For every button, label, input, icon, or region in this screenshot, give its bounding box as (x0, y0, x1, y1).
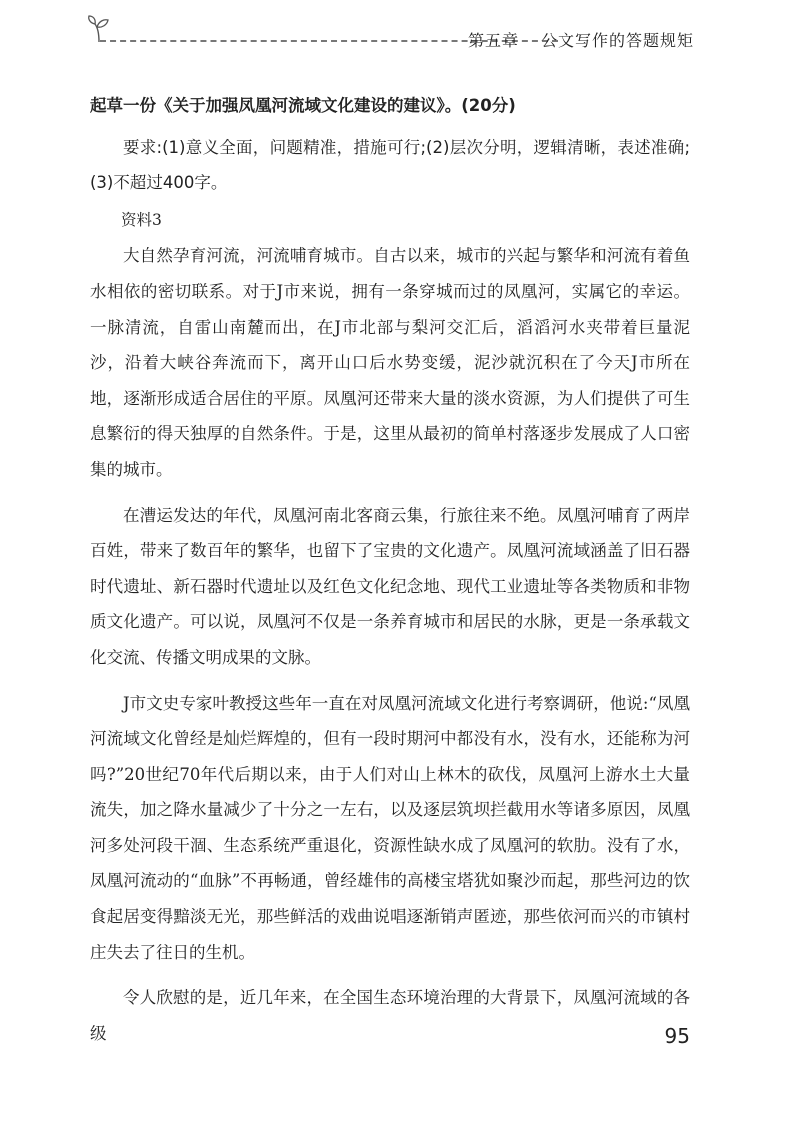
header-text (468, 28, 694, 51)
header-title: 公文写作的答题规矩 (540, 31, 694, 50)
material-label: 资料3 (121, 210, 162, 229)
material-paragraph: 在漕运发达的年代，凤凰河南北客商云集，行旅往来不绝。凤凰河哺育了两岸百姓，带来了数百年的繁华，也留下了宝贵的文化遗产。凤凰河流域涵盖了旧石器时代遗址、新石器时代遗址以及红色文化纪念地、现代工业遗址等各类物质和非物质文化遗产。可以说，凤凰河不仅是一条养育城市和居民的水脉，更是一条承载文化交流、传播文明成果的文脉。 (90, 505, 690, 667)
page-number: 95 (664, 1024, 690, 1048)
material-paragraph: J市文史专家叶教授这些年一直在对凤凰河流域文化进行考察调研，他说:“凤凰河流域文化曾经是灿烂辉煌的，但有一段时期河中都没有水，没有水，还能称为河吗?”20世纪70年代后期以来，由于人们对山上林木的砍伐，凤凰河上游水土大量流失，加之降水量减少了十分之一左右，以及逐层筑坝拦截用水等诸多原因，凤凰河多处河段干涸、生态系统严重退化，资源性缺水成了凤凰河的软肋。没有了水，凤凰河流动的“血脉”不再畅通，曾经雄伟的高楼宝塔犹如聚沙而起，那些河边的饮食起居变得黯淡无光，那些鲜活的戏曲说唱逐渐销声匿迹，那些依河而兴的市镇村庄失去了往日的生机。 (90, 693, 690, 962)
material-paragraph: 大自然孕育河流，河流哺育城市。自古以来，城市的兴起与繁华和河流有着鱼水相依的密切联系。对于J市来说，拥有一条穿城而过的凤凰河，实属它的幸运。一脉清流，自雷山南麓而出，在J市北部与梨河交汇后，滔滔河水夹带着巨量泥沙，沿着大峡谷奔流而下，离开山口后水势变缓，泥沙就沉积在了今天J市所在地，逐渐形成适合居住的平原。凤凰河还带来大量的淡水资源，为人们提供了可生息繁衍的得天独厚的自然条件。于是，这里从最初的简单村落逐步发展成了人口密集的城市。 (90, 246, 690, 479)
task-prompt: 起草一份《关于加强凤凰河流域文化建设的建议》。(20分) (90, 96, 516, 115)
running-header (86, 14, 700, 54)
page-body (90, 88, 690, 1051)
material-paragraph: 令人欣慰的是，近几年来，在全国生态环境治理的大背景下，凤凰河流域的各级 (90, 988, 690, 1043)
task-requirements: 要求:(1)意义全面，问题精准，措施可行;(2)层次分明，逻辑清晰，表述准确;(3)不超过400字。 (90, 137, 690, 193)
header-chapter: 第五章 (467, 31, 519, 50)
